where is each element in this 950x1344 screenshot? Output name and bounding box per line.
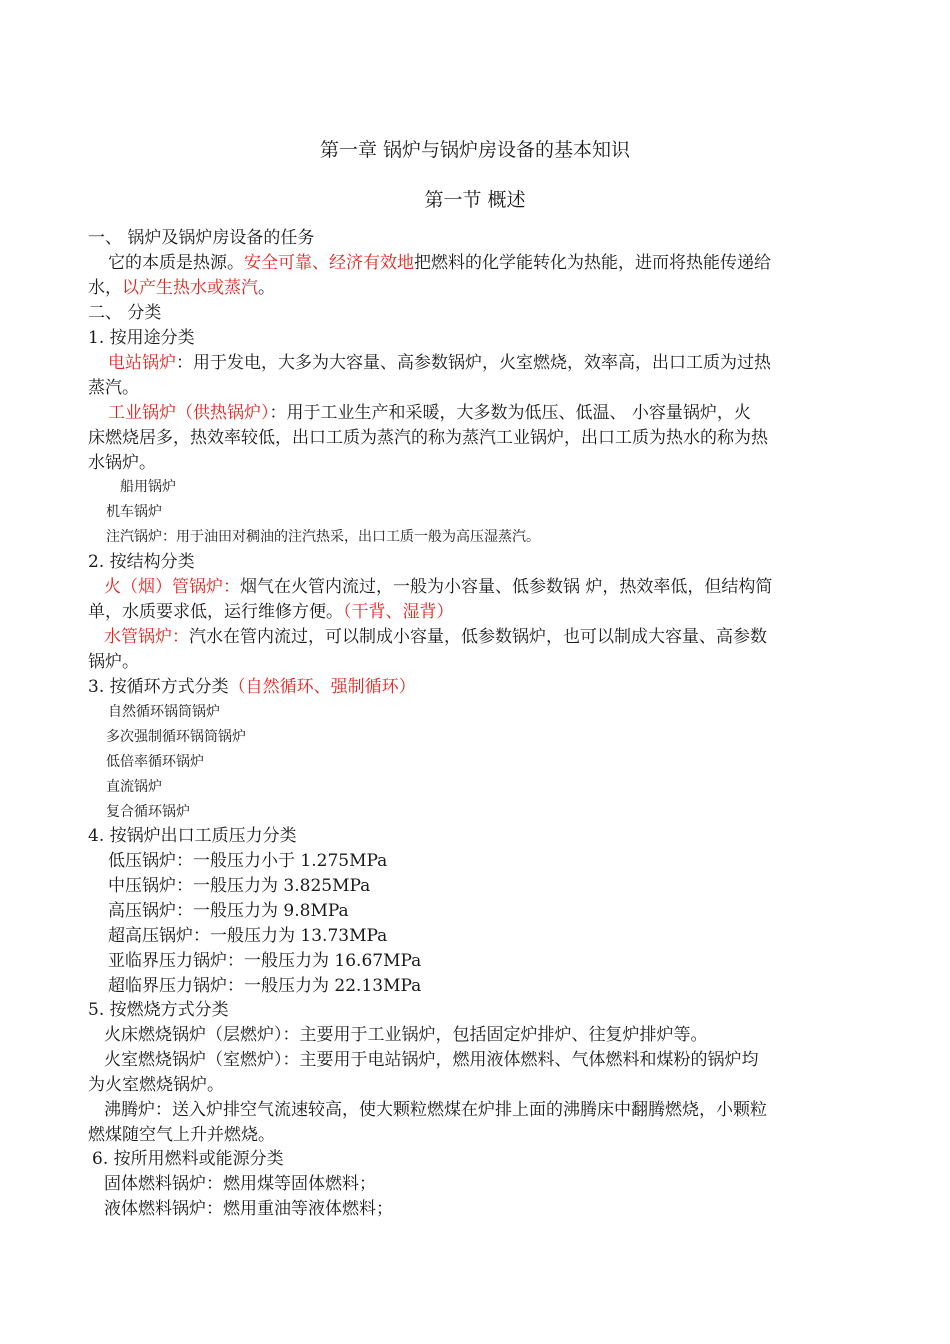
pressure-item: 亚临界压力锅炉：一般压力为 16.67MPa [108,951,422,971]
circulation-item: 多次强制循环锅筒锅炉 [106,729,246,745]
industrial-boiler-line2: 床燃烧居多，热效率较低，出口工质为蒸汽的称为蒸汽工业锅炉，出口工质为热水的称为热 [88,428,768,448]
station-boiler-line1: 电站锅炉：用于发电，大多为大容量、高参数锅炉，火室燃烧，效率高，出口工质为过热 [108,353,771,373]
term-station-boiler: 电站锅炉 [108,353,176,373]
pressure-item: 超临界压力锅炉：一般压力为 22.13MPa [108,976,422,996]
highlight-hot-water-steam: 以产生热水或蒸汽 [122,278,258,298]
pressure-item: 超高压锅炉：一般压力为 13.73MPa [108,926,388,946]
pressure-item: 中压锅炉：一般压力为 3.825MPa [108,876,371,896]
subheading-by-pressure: 4. 按锅炉出口工质压力分类 [88,826,297,846]
subheading-by-circulation: 3. 按循环方式分类（自然循环、强制循环） [88,677,416,697]
combustion-chamber-line2: 为火室燃烧锅炉。 [88,1075,224,1095]
term-industrial-boiler: 工业锅炉（供热锅炉） [108,403,270,423]
paragraph-essence-line1: 它的本质是热源。安全可靠、经济有效地把燃料的化学能转化为热能，进而将热能传递给 [108,253,771,273]
section-title: 第一节 概述 [424,189,526,211]
industrial-boiler-line1: 工业锅炉（供热锅炉）：用于工业生产和采暖，大多数为低压、低温、 小容量锅炉，火 [108,403,751,423]
watertube-line1: 水管锅炉：汽水在管内流过，可以制成小容量，低参数锅炉，也可以制成大容量、高参数 [104,627,767,647]
locomotive-boiler: 机车锅炉 [106,504,162,520]
highlight-safe-economic: 安全可靠、经济有效地 [244,253,414,273]
firetube-line2: 单，水质要求低，运行维修方便。（干背、湿背） [88,602,454,622]
pressure-item: 高压锅炉：一般压力为 9.8MPa [108,901,349,921]
circulation-item: 复合循环锅炉 [106,804,190,820]
industrial-boiler-line3: 水锅炉。 [88,453,156,473]
fluidized-bed-line1: 沸腾炉：送入炉排空气流速较高，使大颗粒燃煤在炉排上面的沸腾床中翻腾燃烧，小颗粒 [104,1100,767,1120]
station-boiler-line2: 蒸汽。 [88,378,139,398]
injection-boiler: 注汽锅炉：用于油田对稠油的注汽热采，出口工质一般为高压湿蒸汽。 [106,529,540,545]
highlight-dry-wet-back: （干背、湿背） [343,602,454,622]
watertube-line2: 锅炉。 [88,652,139,672]
pressure-item: 低压锅炉：一般压力小于 1.275MPa [108,851,388,871]
subheading-by-usage: 1. 按用途分类 [88,328,195,348]
subheading-by-structure: 2. 按结构分类 [88,552,195,572]
fuel-item: 液体燃料锅炉：燃用重油等液体燃料； [104,1199,393,1219]
highlight-circulation-types: （自然循环、强制循环） [228,677,416,697]
subheading-by-fuel: 6. 按所用燃料或能源分类 [92,1149,284,1169]
circulation-item: 自然循环锅筒锅炉 [108,704,220,720]
fluidized-bed-line2: 燃煤随空气上升并燃烧。 [88,1125,275,1145]
term-firetube-boiler: 火（烟）管锅炉： [104,577,240,597]
firetube-line1: 火（烟）管锅炉：烟气在火管内流过，一般为小容量、低参数锅 炉，热效率低，但结构简 [104,577,773,597]
heading-tasks: 一、 锅炉及锅炉房设备的任务 [88,228,315,248]
circulation-item: 低倍率循环锅炉 [106,754,204,770]
combustion-chamber-line1: 火室燃烧锅炉（室燃炉）：主要用于电站锅炉，燃用液体燃料、气体燃料和煤粉的锅炉均 [104,1050,759,1070]
chapter-title: 第一章 锅炉与锅炉房设备的基本知识 [319,139,631,161]
marine-boiler: 船用锅炉 [120,479,176,495]
heading-classification: 二、 分类 [88,303,162,323]
paragraph-essence-line2: 水，以产生热水或蒸汽。 [88,278,275,298]
combustion-grate: 火床燃烧锅炉（层燃炉）：主要用于工业锅炉，包括固定炉排炉、往复炉排炉等。 [104,1025,708,1045]
circulation-item: 直流锅炉 [106,779,162,795]
term-watertube-boiler: 水管锅炉： [104,627,189,647]
fuel-item: 固体燃料锅炉：燃用煤等固体燃料； [104,1174,376,1194]
subheading-by-combustion: 5. 按燃烧方式分类 [88,1000,229,1020]
